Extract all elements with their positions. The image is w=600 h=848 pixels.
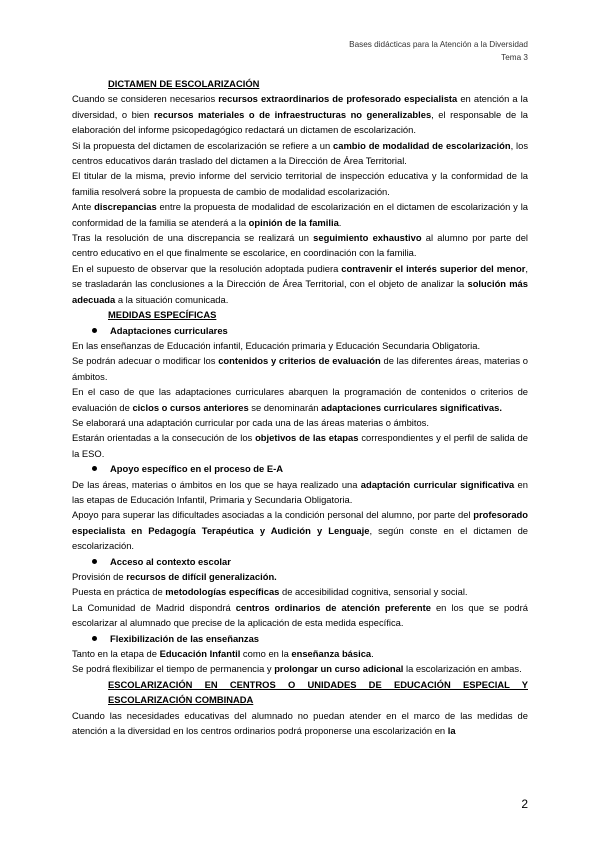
bullet-item: Adaptaciones curriculares [72, 323, 528, 338]
bullet-icon [92, 636, 97, 641]
page-header [349, 38, 528, 64]
bullet-item: Apoyo específico en el proceso de E-A [72, 461, 528, 476]
paragraph: Ante discrepancias entre la propuesta de modalidad de escolarización en el dictamen de escolarización y la conformidad de la familia se atenderá a la opinión de la familia. [72, 201, 528, 228]
paragraph: De las áreas, materias o ámbitos en los que se haya realizado una adaptación curricular significativa en las etapas de Educación Infantil, Primaria y Secundaria Obligatoria. [72, 478, 528, 505]
paragraph: Provisión de recursos de difícil generalización. [72, 571, 277, 582]
bullet-item: Flexibilización de las enseñanzas [72, 631, 528, 646]
paragraph: Apoyo para superar las dificultades asociadas a la condición personal del alumno, por parte del profesorado especialista en Pedagogía Terapéutica y Audición y Lenguaje, según conste en el dictamen de escolarización. [72, 509, 528, 552]
paragraph: Se podrá flexibilizar el tiempo de permanencia y prolongar un curso adicional la escolarización en ambas. [72, 663, 522, 675]
paragraph: El titular de la misma, previo informe del servicio territorial de inspección educativa y la conformidad de la familia resolverá sobre la propuesta de cambio de modalidad escolarización. [72, 170, 528, 197]
paragraph: Puesta en práctica de metodologías específicas de accesibilidad cognitiva, sensorial y social. [72, 586, 468, 598]
document-body [72, 76, 528, 738]
bullet-icon [92, 559, 97, 564]
bullet-icon [92, 328, 97, 333]
paragraph: Cuando las necesidades educativas del alumnado no puedan atender en el marco de las medidas de atención a la diversidad en los centros ordinarios podrá proponerse una escolarización en la [72, 709, 528, 737]
bullet-item: Acceso al contexto escolar [72, 554, 528, 569]
paragraph: Estarán orientadas a la consecución de los objetivos de las etapas correspondientes y el perfil de salida de la ESO. [72, 432, 528, 459]
paragraph: Si la propuesta del dictamen de escolarización se refiere a un cambio de modalidad de escolarización, los centros educativos darán traslado del dictamen a la Dirección de Área Territorial. [72, 139, 529, 167]
paragraph: Se podrán adecuar o modificar los contenidos y criterios de evaluación de las diferentes áreas, materias o ámbitos. [72, 355, 528, 382]
header-topic: Tema 3 [501, 53, 528, 62]
paragraph: La Comunidad de Madrid dispondrá centros ordinarios de atención preferente en los que se podrá escolarizar al alumnado que precise de la aplicación de esta medida específica. [72, 601, 528, 629]
section-heading-dictamen: DICTAMEN DE ESCOLARIZACIÓN [108, 78, 260, 89]
bullet-icon [92, 466, 97, 471]
paragraph: En el caso de que las adaptaciones curriculares abarquen la programación de contenidos o criterios de evaluación de ciclos o cursos anteriores se denominarán adaptaciones curriculares significativas. [72, 386, 528, 413]
header-title: Bases didácticas para la Atención a la Diversidad [349, 40, 528, 49]
paragraph: En el supuesto de observar que la resolución adoptada pudiera contravenir el interés superior del menor, se trasladarán las conclusiones a la Dirección de Área Territorial, con el objeto de analizar la solución más adecuada a la situación comunicada. [72, 262, 528, 305]
paragraph: Tanto en la etapa de Educación Infantil como en la enseñanza básica. [72, 648, 374, 660]
section-heading-medidas: MEDIDAS ESPECÍFICAS [108, 309, 217, 321]
paragraph: Se elaborará una adaptación curricular por cada una de las áreas materias o ámbitos. [72, 416, 429, 428]
page-number: 2 [521, 797, 528, 811]
paragraph: Tras la resolución de una discrepancia se realizará un seguimiento exhaustivo al alumno por parte del centro educativo en el que finalmente se escolarice, en coordinación con la familia. [72, 232, 529, 259]
section-heading-escolarizacion: ESCOLARIZACIÓN EN CENTROS O UNIDADES DE EDUCACIÓN ESPECIAL Y ESCOLARIZACIÓN COMBINADA [108, 678, 528, 706]
paragraph: En las enseñanzas de Educación infantil, Educación primaria y Educación Secundaria Obligatoria. [72, 339, 481, 351]
paragraph: Cuando se consideren necesarios recursos extraordinarios de profesorado especialista en atención a la diversidad, o bien recursos materiales o de infraestructuras no generalizables, el responsable de la elaboración del informe psicopedagógico redactará un dictamen de escolarización. [72, 93, 529, 136]
